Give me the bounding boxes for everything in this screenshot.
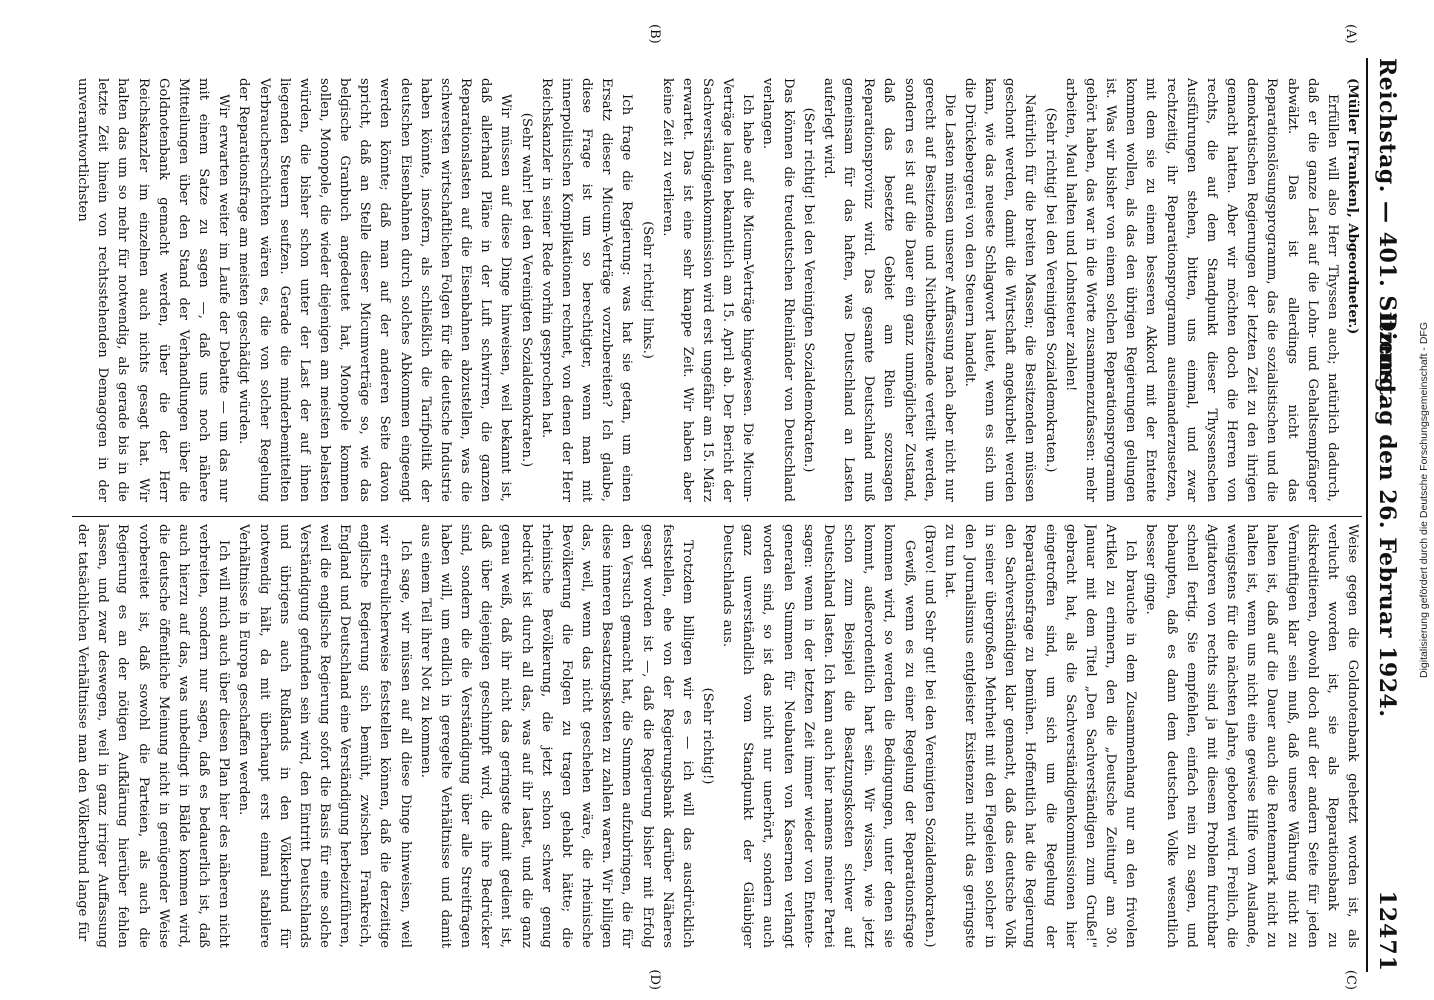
paragraph-text: (Sehr richtig! links.): [639, 221, 655, 359]
paragraph: [72, 78, 233, 502]
paragraph-text: Ich frage die Regierung: was hat sie getan, um einen Ersatz dieser Micum-Verträge vorzubereiten? Ich glaube, diese Frage ist um so berechtigter, wenn man mit innerpolitischen Komplikationen rechnet, von denen der Herr Reichskanzler in seiner Rede vorhin gesprochen hat.: [538, 78, 635, 502]
paragraph-text: Ich sage, wir müssen auf all diese Dinge hinweisen, weil wir erfreulicherweise feststellen können, daß die derzeitige englische Regierung sich bemüht, zwischen Frankreich, England und Deutschland eine Verständigung herbeizuführen, weil die englische Regierung sofort die Basis für eine solche Verständigung gefunden sein wird, den Eintritt Deutschlands und übrigens auch Rußlands in den Völkerbund für notwendig hält, da mit überhaupt erst einmal stabilere Verhältnisse in Europa geschaffen werden.: [236, 524, 413, 948]
paragraph-text: (Bravo! und Sehr gut! bei den Vereinigten Sozialdemokraten.): [921, 524, 937, 948]
paragraph: [717, 524, 919, 948]
paragraph: [657, 78, 758, 502]
paragraph-text: Wir erwarten weiter im Laufe der Debatte — um das nur mit einem Satze zu sagen —, daß uns noch nähere Mitteilungen über den Stand der Verhandlungen über die Goldnotenbank gemacht werden, über die der Herr Reichskanzler im einzelnen auch nichts gesagt hat. Wir halten das um so mehr für notwendig, als gerade bis in die letzte Zeit hinein von rechtsstehenden Demagogen in der unverantwortlichsten: [75, 78, 232, 502]
paragraph: [72, 524, 233, 948]
right-column: [72, 524, 1362, 948]
margin-marker-a: (A): [1343, 24, 1358, 44]
digitization-credit: [1414, 8, 1434, 992]
paragraph-text: Das können die treudeutschen Rheinländer von Deutschland verlangen.: [760, 78, 796, 502]
paragraph-text: (Sehr richtig! bei den Vereinigten Sozialdemokraten.): [1042, 107, 1058, 473]
paragraph: [1140, 524, 1362, 948]
paragraph: [536, 78, 637, 502]
paragraph-text: Gewiß, wenn es zu einer Regelung der Reparationsfrage kommen wird, so werden die Bedingungen, unter denen sie kommt, außerordentlich hart sein. Wir wissen, wie jetzt schon zum Beispiel die Besatzungskosten schwer auf Deutschland lasten. Ich kann auch hier namens meiner Partei sagen: wenn in der letzten Zeit immer wieder von Entente-generalen Summen für Neubauten von Kasernen verlangt worden sind, so ist das nicht nur unerhört, sondern auch ganz unverständlich vom Standpunkt der Gläubiger Deutschlands aus.: [720, 524, 917, 948]
paragraph: [818, 78, 959, 502]
credit-text: Digitalisierung gefördert durch die Deutsche Forschungsgemeinschaft - DFG: [1418, 322, 1430, 679]
header-date: Dienstag den 26. Februar 1924.: [1374, 312, 1400, 718]
paragraph: [636, 78, 656, 502]
paragraph-text: (Sehr richtig! bei den Vereinigten Sozialdemokraten.): [800, 107, 816, 473]
paragraph-text: Ich habe auf die Micum-Verträge hingewiesen. Die Micum-Verträge laufen bekanntlich am 15. April ab. Der Bericht der Sachverständigenkommission wird erst ungefähr am 15. März erwartet. Das ist eine sehr knappe Zeit. Wir haben aber keine Zeit zu verlieren.: [659, 78, 756, 502]
left-column: [72, 78, 1362, 502]
page-number: 12471: [1374, 890, 1400, 972]
paragraph-text: (Sehr richtig!): [700, 687, 715, 785]
page-header: [1366, 58, 1412, 972]
paragraph: [959, 78, 1040, 502]
paragraph: [1040, 78, 1060, 502]
paragraph: [233, 524, 414, 948]
paragraph-text: Die Lasten müssen unserer Auffassung nach aber nicht nur gerecht auf Besitzende und Nichtbesitzende verteilt werden, sondern es ist auf die Dauer ein ganz unmöglicher Zustand, daß das besetzte Gebiet am Rhein sozusagen Reparationsprovinz wird. Das gesamte Deutschland muß gemeinsam für das haften, was Deutschland an Lasten auferlegt wird.: [820, 78, 957, 502]
paragraph: [1342, 78, 1362, 502]
paragraph-text: Ich brauche in dem Zusammenhang nur an den frivolen Artikel zu erinnern, den die „Deutsche Zeitung" am 30. Januar mit dem Titel „Den Sachverständigen zum Gruße!" gebracht hat, als die Sachverständigenkommissionen hier eingetroffen sind, um sich um die Regelung der Reparationsfrage zu bemühen. Hoffentlich hat die Regierung den Sachverständigen klar gemacht, daß das deutsche Volk in seiner übergroßen Mehrheit mit den Flegeleien solcher in den Journalismus entgleister Existenzen nicht das geringste zu tun hat.: [941, 524, 1139, 948]
paragraph: [515, 78, 535, 502]
scanned-page: [48, 8, 1418, 992]
margin-marker-d: (D): [647, 969, 662, 990]
speaker-line: (Müller [Franken], Abgeordneter.): [1345, 78, 1360, 335]
paragraph: [697, 524, 717, 948]
header-title: Reichstag. — 401. Sitzung.: [1374, 58, 1400, 402]
paragraph-text: Erfüllen will also Herr Thyssen auch; natürlich dadurch, daß er die ganze Last auf die Lohn- und Gehaltsempfänger abwälzt. Das ist allerdings nicht das Reparationslösungsprogramm, das die sozialistischen und die demokratischen Regierungen der letzten Zeit zu den ihrigen gemacht hatten. Aber wir möchten doch die Herren von rechts, die auf dem Standpunkt dieser Thyssenschen Ausführungen stehen, bitten, uns einmal, und zwar rechtzeitig, ihr Reparationsprogramm auseinanderzusetzen, mit dem sie zu einem besseren Akkord mit der Entente kommen wollen, als das den übrigen Regierungen gelungen ist. Was wir bisher von einem solchen Reparationsprogramm gehört haben, das war in die Worte zusammenzufassen: mehr arbeiten, Maul halten und Lohnsteuer zahlen!: [1062, 78, 1340, 502]
paragraph: [415, 524, 697, 948]
paragraph: [939, 524, 1141, 948]
column-divider: [72, 516, 1362, 517]
paragraph: [798, 78, 818, 502]
newspaper-page: [48, 8, 1418, 992]
paragraph-text: Natürlich für die breiten Massen; die Besitzenden müssen geschont werden, damit die Wirtschaft angekurbelt werden kann, wie das neueste Schlagwort lautet, wenn es sich um die Drückebergerei von den Steuern handelt.: [962, 78, 1038, 502]
paragraph: [233, 78, 515, 502]
paragraph-text: (Sehr wahr! bei den Vereinigten Sozialdemokraten.): [518, 112, 534, 468]
paragraph: [919, 524, 939, 948]
text-columns: [72, 24, 1362, 990]
paragraph-text: Trotzdem billigen wir es — ich will das ausdrücklich feststellen, ehe von der Regierungsbank darüber Näheres gesagt worden ist —, daß die Regierung bisher mit Erfolg den Versuch gemacht hat, die Summen aufzubringen, die für diese inneren Besatzungskosten zu zahlen waren. Wir billigen das, weil, wenn das nicht geschehen wäre, die rheinische Bevölkerung die Folgen zu tragen gehabt hätte; die rheinische Bevölkerung, die jetzt schon schwer genug bedrückt ist durch all das, was auf ihr lastet, und die ganz genau weiß, daß ihr nicht das geringste damit gedient ist, daß über diejenigen geschimpft wird, die ihre Bedrücker sind, sondern die die Verständigung über alle Streitfragen haben will, um endlich in geregelte Verhältnisse und damit aus einem Teil ihrer Not zu kommen.: [417, 524, 695, 948]
margin-marker-c: (C): [1343, 969, 1358, 990]
paragraph-text: Wir müssen auf diese Dinge hinweisen, weil bekannt ist, daß allerhand Pläne in der Luft schwirren, die ganzen Reparationslasten auf die Eisenbahnen abzustellen, was die schwersten wirtschaftlichen Folgen für die deutsche Industrie haben könnte, insofern, als schließlich die Tarifpolitik der deutschen Eisenbahnen durch solches Abkommen eingeengt werden könnte; daß man auf der anderen Seite davon spricht, daß an Stelle dieser Micumverträge so, wie das belgische Granbuch angedeutet hat, Monopole kommen sollen, Monopole, die wieder diejenigen am meisten belasten würden, die bisher schon unter der Last der auf ihnen liegenden Steuern seufzen. Gerade die minderbemittelten Verbraucherschichten wären es, die von solcher Regelung der Reparationsfrage am meisten geschädigt würden.: [236, 78, 514, 502]
paragraph-text: Weise gegen die Goldnotenbank gehetzt worden ist, als verlucht worden ist, sie als Reparationsbank zu diskreditieren, obwohl doch auf der andern Seite für jeden Vernünftigen klar sein muß, daß unsere Währung nicht zu halten ist, daß auf die Dauer auch die Rentenmark nicht zu halten ist, wenn uns nicht eine gewisse Hilfe vom Auslande, wenigstens für die nächsten Jahre, geboten wird. Freilich, die Agitatoren von rechts sind ja mit diesem Problem furchtbar schnell fertig. Sie empfehlen, einfach nein zu sagen, und behaupten, daß es dann dem deutschen Volke wesentlich besser ginge.: [1143, 524, 1360, 948]
paragraph: [757, 78, 797, 502]
margin-marker-b: (B): [647, 24, 662, 44]
paragraph: [1060, 78, 1342, 502]
paragraph-text: Ich will mich auch über diesen Plan hier des näheren nicht verbreiten, sondern nur sagen, daß es bedauerlich ist, daß auch hierzu auf das, was unbedingt in Bälde kommen wird, die deutsche öffentliche Meinung nicht in genügender Weise vorbereitet ist, daß sowohl die Parteien, als auch die Regierung es an der nötigen Aufklärung hierüber fehlen lassen, und zwar deswegen, weil in ganz irriger Auffassung der tatsächlichen Verhältnisse man den Völkerbund lange für: [75, 524, 232, 948]
